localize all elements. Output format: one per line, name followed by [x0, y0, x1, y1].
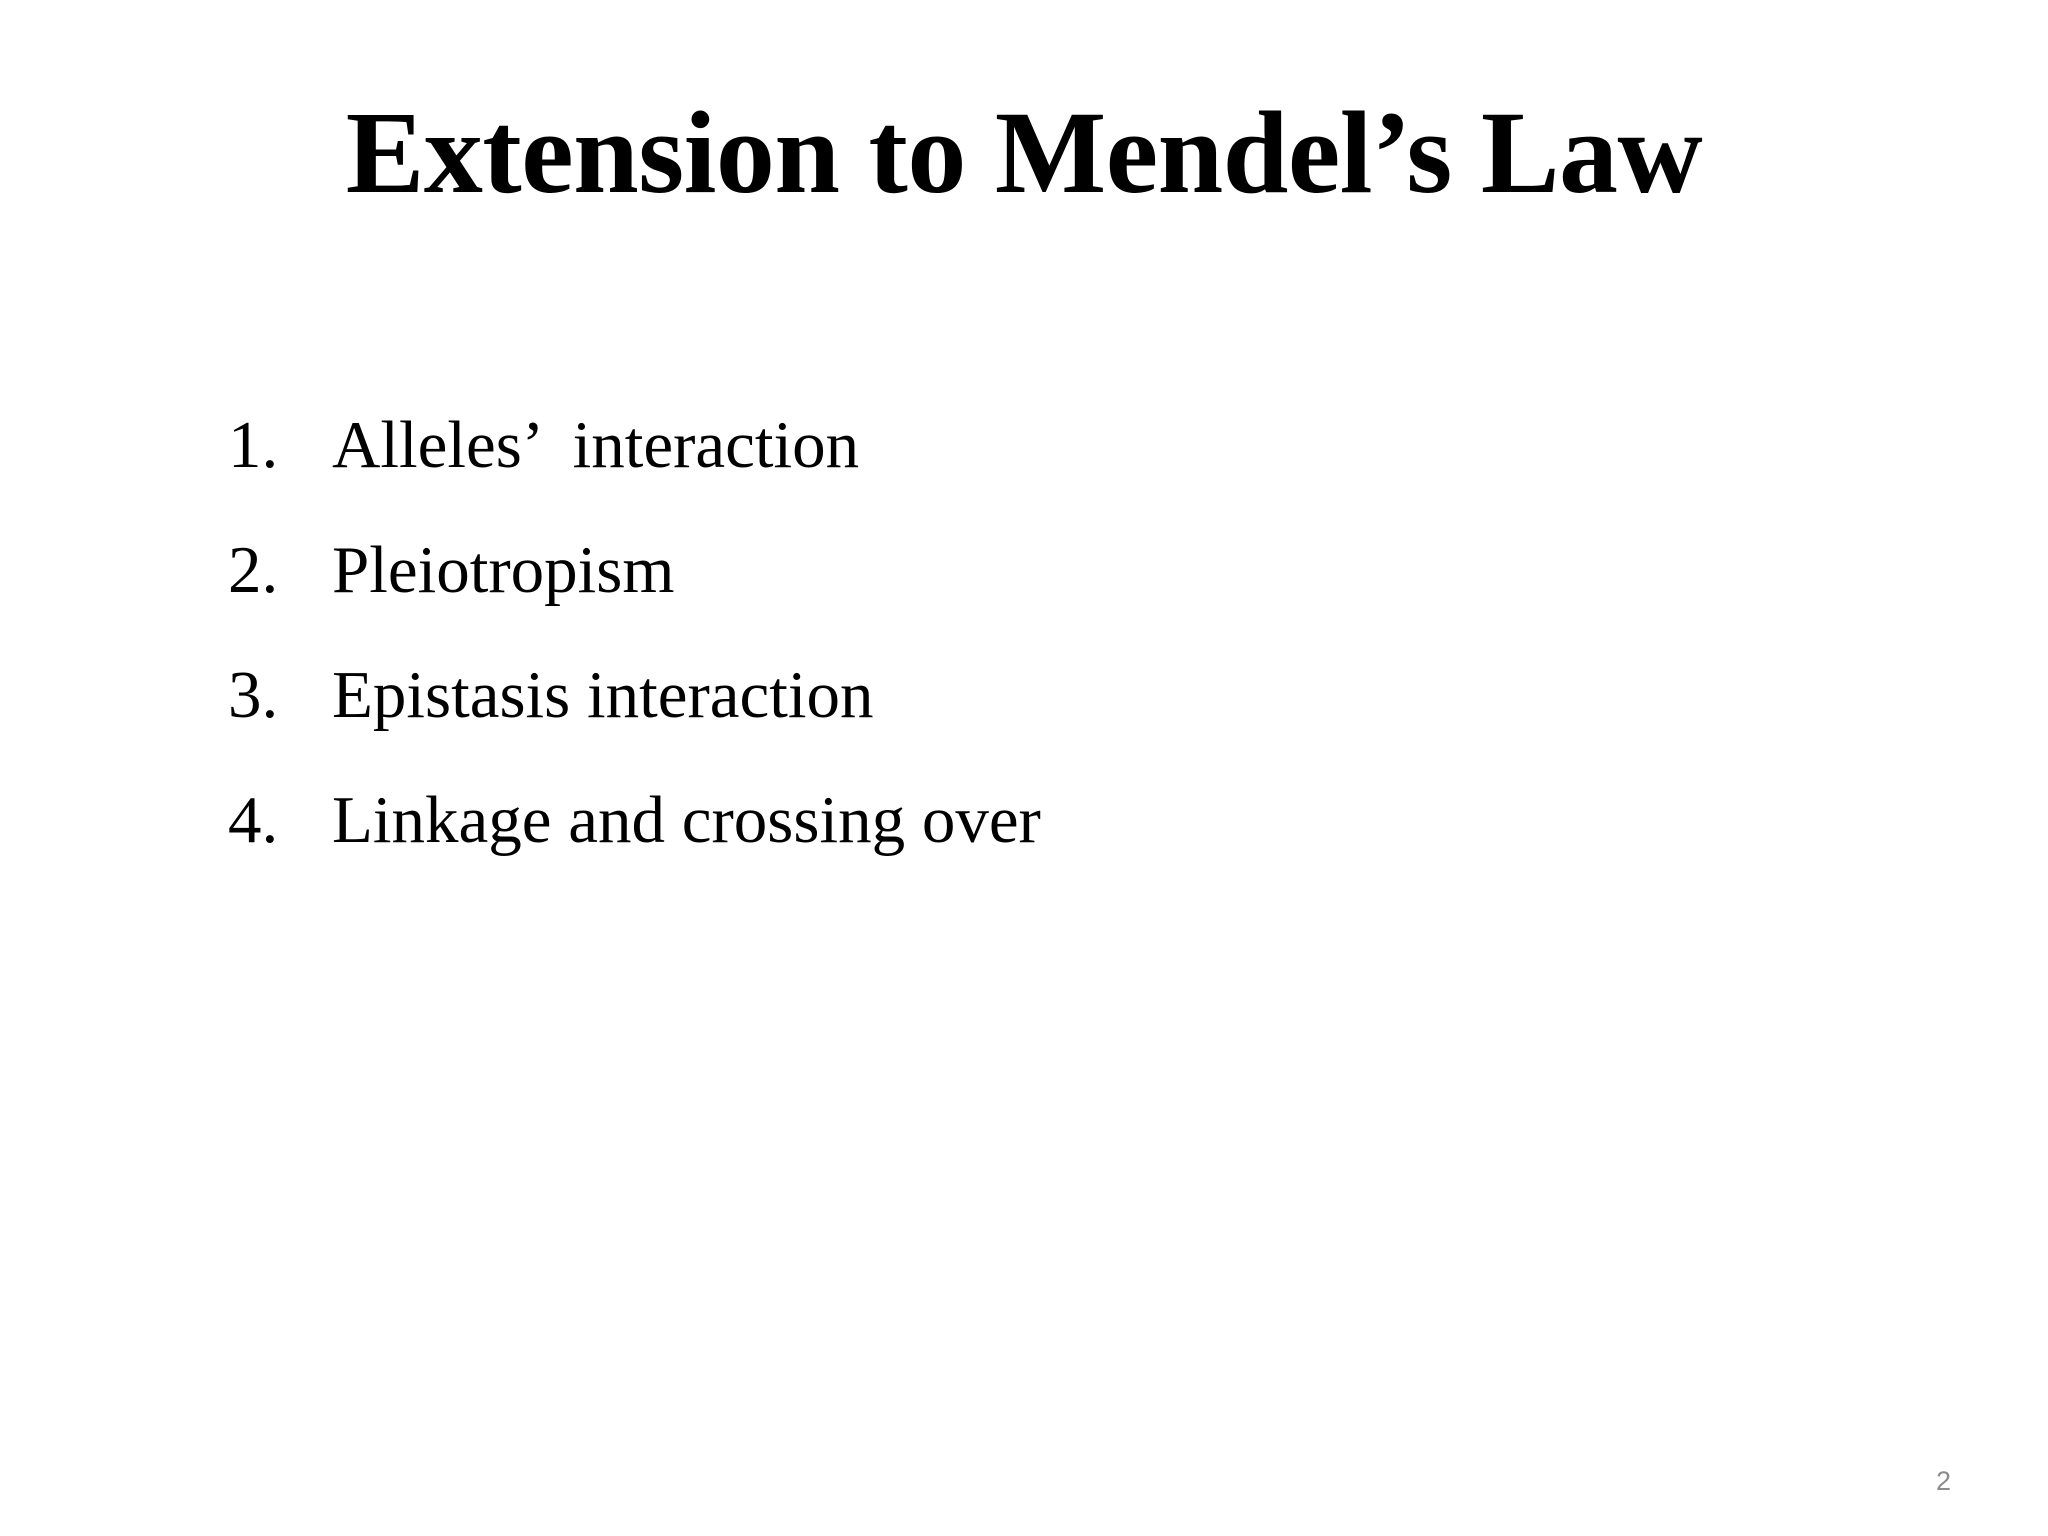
list-item-number: 2.: [228, 533, 279, 607]
page-number: 2: [1935, 1466, 1951, 1496]
list-item-text: Linkage and crossing over: [332, 783, 1041, 857]
list-item: [228, 530, 1041, 610]
list-item-number: 3.: [228, 658, 279, 732]
slide-title: Extension to Mendel’s Law: [345, 87, 1703, 218]
list-item-number: 4.: [228, 783, 279, 857]
list-item: [228, 780, 1041, 860]
list-item-text: Alleles’ interaction: [332, 408, 860, 482]
list-item-number: 1.: [228, 408, 279, 482]
list-item-text: Pleiotropism: [332, 533, 675, 607]
list-item-text: Epistasis interaction: [332, 658, 874, 732]
list-item: [228, 655, 1041, 735]
list-item: [228, 405, 1041, 485]
numbered-list: [228, 405, 1041, 905]
